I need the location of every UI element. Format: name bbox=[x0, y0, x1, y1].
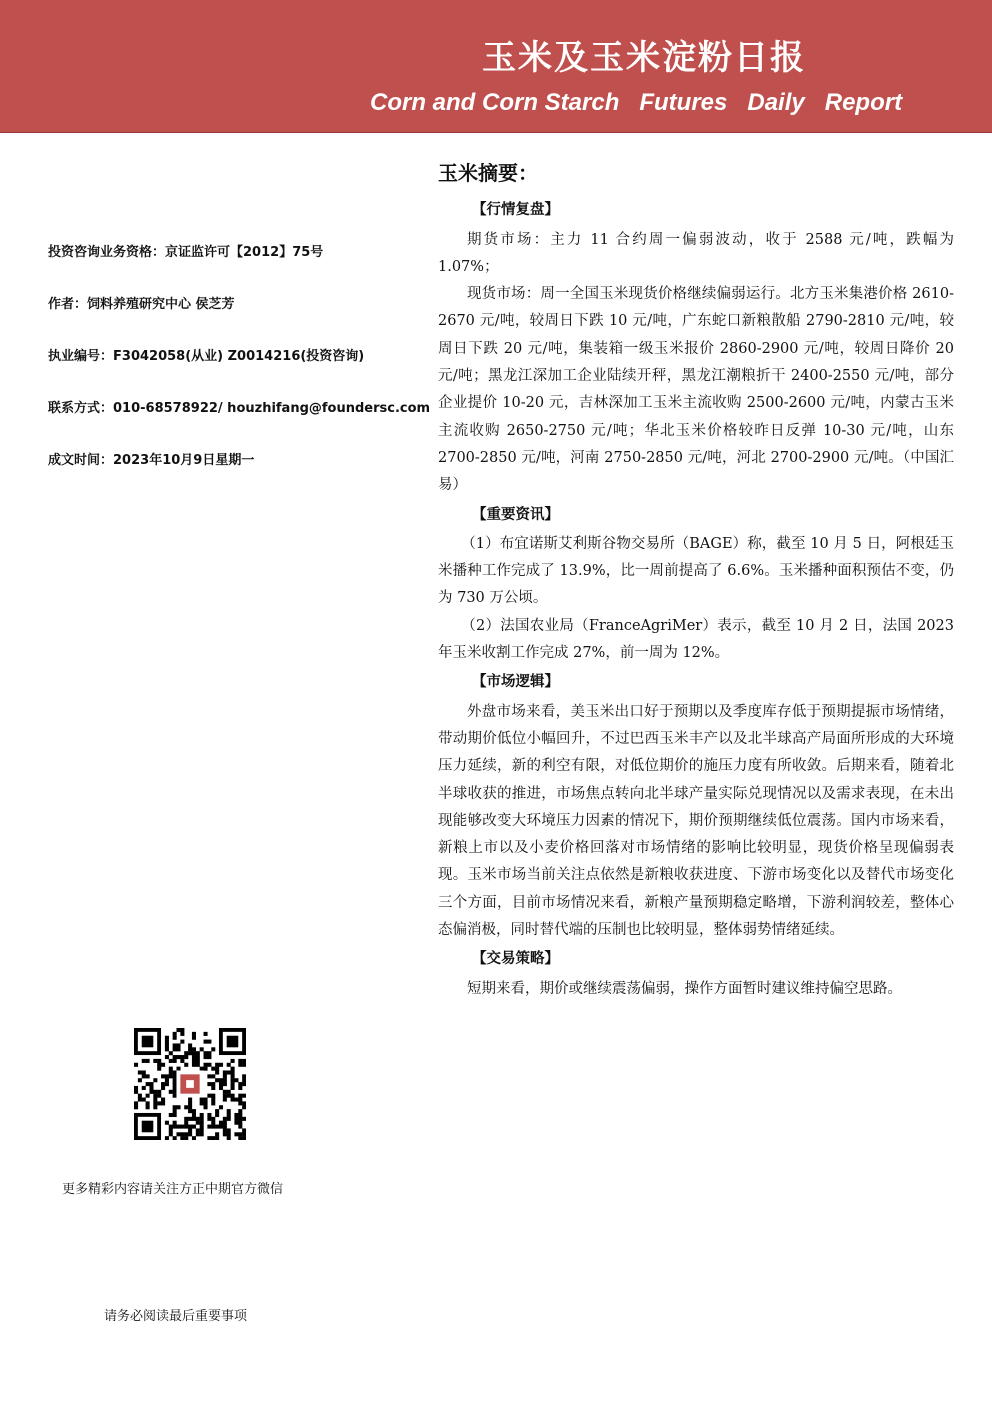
paragraph-futures: 期货市场：主力 11 合约周一偏弱波动，收于 2588 元/吨，跌幅为 1.07%； bbox=[438, 231, 954, 275]
meta-qualification: 投资咨询业务资格：京证监许可【2012】75号 bbox=[48, 245, 324, 260]
report-title-en: Corn and Corn Starch Futures Daily Report bbox=[370, 89, 903, 116]
paragraph-strategy: 短期来看，期价或继续震荡偏弱，操作方面暂时建议维持偏空思路。 bbox=[467, 980, 902, 997]
paragraph-news-2: （2）法国农业局（FranceAgriMer）表示，截至 10 月 2 日，法国 2023 年玉米收割工作完成 27%，前一周为 12%。 bbox=[438, 617, 954, 662]
paragraph-logic: 外盘市场来看，美玉米出口好于预期以及季度库存低于预期提振市场情绪，带动期价低位小幅回升，不过巴西玉米丰产以及北半球高产局面所形成的大环境压力延续，新的利空有限，对低位期价的施压力度有所收敛。后期来看，随着北半球收获的推进，市场焦点转向北半球产量实际兑现情况以及需求表现，在未出现能够改变大环境压力因素的情况下，期价预期继续低位震荡。国内市场来看，新粮上市以及小麦价格回落对市场情绪的影响比较明显，现货价格呈现偏弱表现。玉米市场当前关注点依然是新粮收获进度、下游市场变化以及替代市场变化三个方面，目前市场情况来看，新粮产量预期稳定略增，下游利润较差，整体心态偏消极，同时替代端的压制也比较明显，整体弱势情绪延续。 bbox=[438, 703, 954, 939]
summary-column bbox=[438, 160, 954, 1003]
section-heading-strategy: 【交易策略】 bbox=[472, 951, 559, 968]
meta-license: 执业编号：F3042058(从业) Z0014216(投资咨询) bbox=[48, 349, 365, 364]
qr-code-icon bbox=[134, 1028, 246, 1140]
section-heading-market-review: 【行情复盘】 bbox=[472, 202, 559, 219]
paragraph-news-1: （1）布宜诺斯艾利斯谷物交易所（BAGE）称，截至 10 月 5 日，阿根廷玉米播种工作完成了 13.9%，比一周前提高了 6.6%。玉米播种面积预估不变，仍为 730 万公顷。 bbox=[438, 535, 954, 607]
section-heading-logic: 【市场逻辑】 bbox=[472, 674, 559, 691]
footer-note: 请务必阅读最后重要事项 bbox=[104, 1309, 248, 1324]
meta-date: 成文时间：2023年10月9日星期一 bbox=[48, 453, 255, 468]
qr-caption: 更多精彩内容请关注方正中期官方微信 bbox=[62, 1182, 284, 1197]
report-title-cn: 玉米及玉米淀粉日报 bbox=[482, 38, 806, 78]
author-info bbox=[48, 240, 431, 500]
header-banner bbox=[0, 0, 992, 133]
wechat-qr-code bbox=[134, 1028, 246, 1140]
paragraph-spot: 现货市场：周一全国玉米现货价格继续偏弱运行。北方玉米集港价格 2610-2670 元/吨，较周日下跌 10 元/吨，广东蛇口新粮散船 2790-2810 元/吨，较周日下跌 20 元/吨，集装箱一级玉米报价 2860-2900 元/吨，较周日降价 20 元/吨；黑龙江深加工企业陆续开秤，黑龙江潮粮折干 2400-2550 元/吨，部分企业提价 10-20 元，吉林深加工玉米主流收购 2500-2600 元/吨，内蒙古玉米主流收购 2650-2750 元/吨；华北玉米价格较昨日反弹 10-30 元/吨，山东 2700-2850 元/吨，河南 2750-2850 元/吨，河北 2700-2900 元/吨。（中国汇易） bbox=[438, 286, 954, 494]
meta-author: 作者：饲料养殖研究中心 侯芝芳 bbox=[48, 297, 235, 312]
section-heading-news: 【重要资讯】 bbox=[472, 506, 559, 523]
meta-contact: 联系方式：010-68578922/ houzhifang@foundersc.com bbox=[48, 401, 431, 416]
summary-title: 玉米摘要： bbox=[438, 161, 538, 185]
